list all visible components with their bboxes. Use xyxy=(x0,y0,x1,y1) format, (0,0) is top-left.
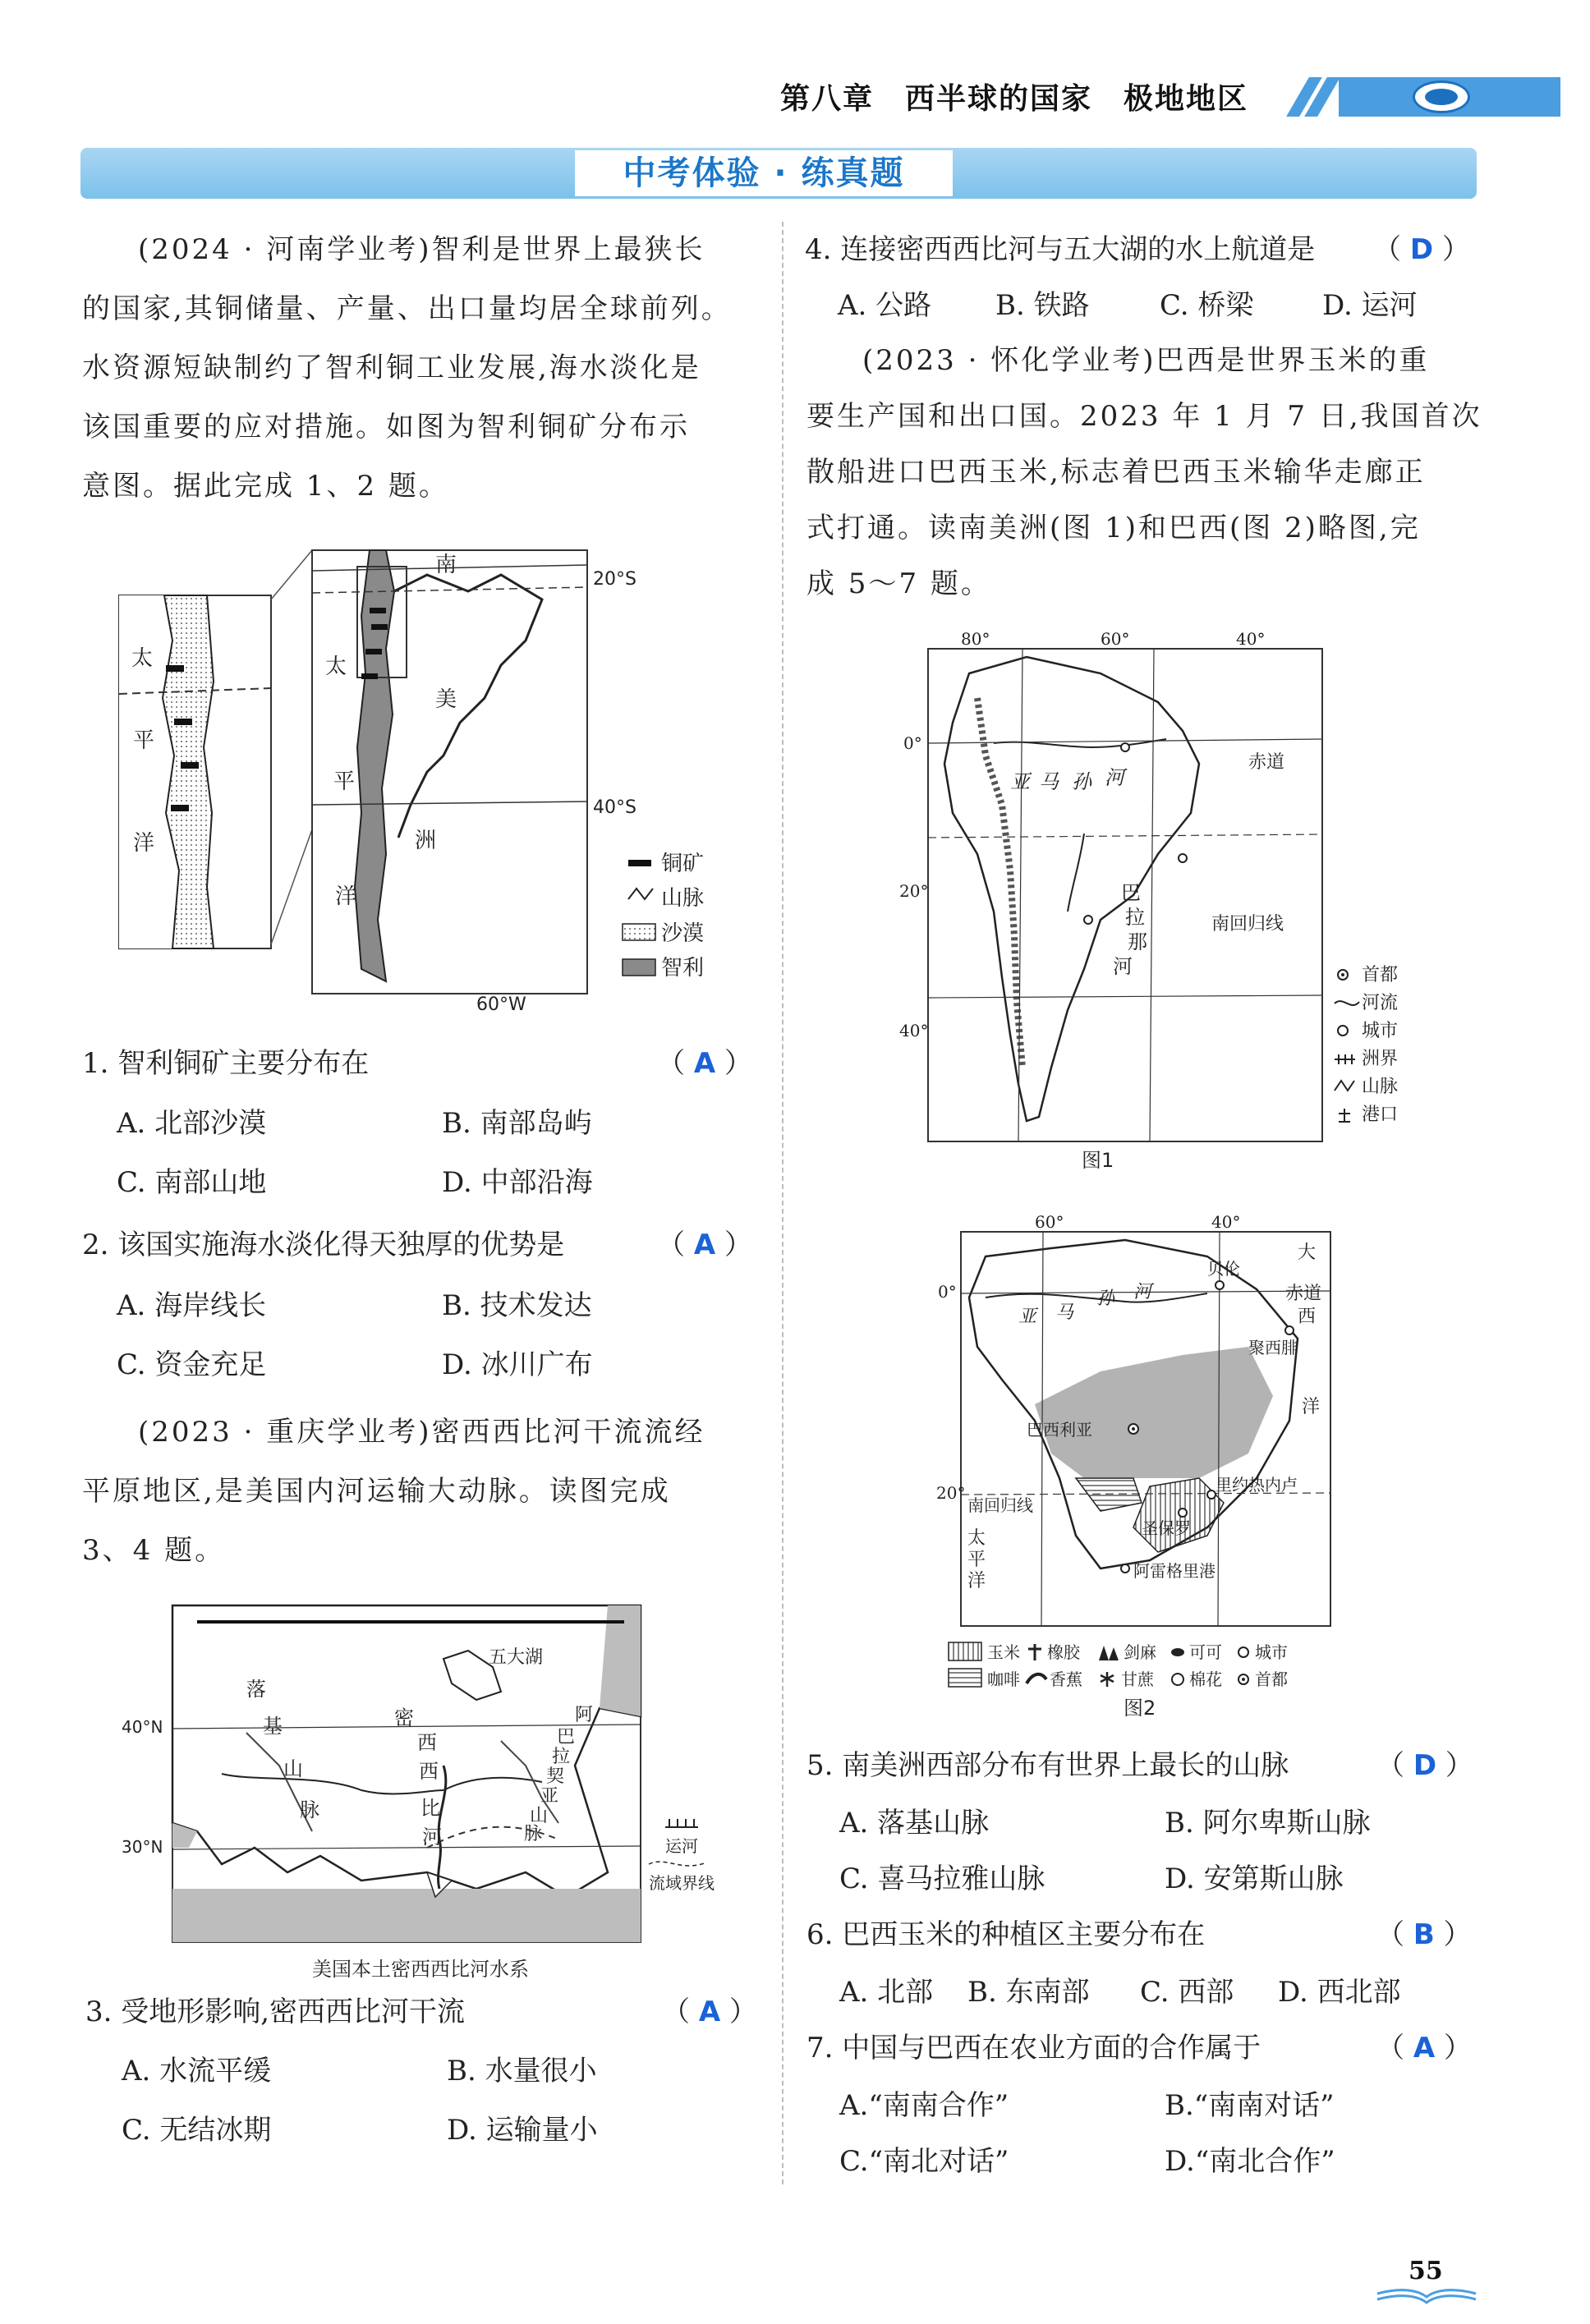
svg-text:孙: 孙 xyxy=(1096,1288,1115,1309)
br-tropic: 南回归线 xyxy=(967,1495,1033,1515)
q6-answer: B xyxy=(1413,1918,1435,1951)
q6-option: C. 西部 xyxy=(1140,1976,1234,2009)
br-city-saopaulo: 圣保罗 xyxy=(1142,1518,1191,1538)
legend-chile: 智利 xyxy=(661,956,705,981)
q6-option: A. 北部 xyxy=(839,1976,934,2009)
chapter-title: 第八章 西半球的国家 极地地区 xyxy=(780,82,1249,116)
br-lat-0: 0° xyxy=(938,1282,957,1302)
svg-text:亚: 亚 xyxy=(540,1786,559,1807)
legend-copper: 铜矿 xyxy=(661,852,705,876)
continent-boundary-icon xyxy=(1335,1054,1355,1064)
chile-label-yang: 洋 xyxy=(335,884,357,909)
legend-mountain: 山脉 xyxy=(661,886,705,911)
cotton-icon xyxy=(1172,1674,1183,1685)
svg-text:河: 河 xyxy=(1113,955,1133,978)
q5-answer-box: （ D ） xyxy=(1376,1749,1473,1782)
svg-text:阿: 阿 xyxy=(575,1705,594,1725)
br-city-rio: 里约热内卢 xyxy=(1215,1475,1298,1495)
q7-answer: A xyxy=(1413,2032,1436,2065)
chile-lon-60: 60°W xyxy=(476,994,526,1015)
q3-answer: A xyxy=(698,1996,721,2028)
sa-lat-20: 20° xyxy=(899,881,929,901)
us-map-caption: 美国本土密西西比河水系 xyxy=(312,1958,529,1981)
svg-text:亚: 亚 xyxy=(1018,1307,1037,1327)
br-label-da: 大 xyxy=(1298,1242,1317,1263)
br-map-caption: 图2 xyxy=(1124,1697,1156,1720)
q7-option: D.“南北合作” xyxy=(1165,2145,1335,2178)
q3-stem: 3. 受地形影响,密西西比河干流 xyxy=(85,1996,466,2028)
port-icon xyxy=(1339,1109,1350,1122)
sa-lat-0: 0° xyxy=(903,733,922,753)
q3-option: C. 无结冰期 xyxy=(122,2114,272,2147)
sa-legend-boundary: 洲界 xyxy=(1362,1049,1399,1069)
us-label-great-lakes: 五大湖 xyxy=(489,1647,544,1668)
q6-stem: 6. 巴西玉米的种植区主要分布在 xyxy=(806,1918,1206,1951)
q4-option: A. 公路 xyxy=(838,289,932,322)
sa-lat-40: 40° xyxy=(899,1021,929,1040)
sisal-icon xyxy=(1099,1646,1119,1660)
br-legend-coffee: 咖啡 xyxy=(987,1670,1020,1689)
br-legend-capital: 首都 xyxy=(1255,1670,1288,1689)
intro1-source: (2024 · 河南学业考) xyxy=(138,233,432,266)
us-lat-40: 40°N xyxy=(122,1717,163,1737)
sa-equator: 赤道 xyxy=(1248,752,1285,773)
legend-desert: 沙漠 xyxy=(661,921,705,946)
q2-option: B. 技术发达 xyxy=(442,1289,592,1322)
svg-text:河: 河 xyxy=(422,1826,442,1849)
chile-lat-20: 20°S xyxy=(593,569,636,590)
svg-text:脉: 脉 xyxy=(300,1798,319,1821)
q6-option: B. 东南部 xyxy=(967,1976,1090,2009)
br-label-xi: 西 xyxy=(1298,1307,1317,1327)
intro1-paragraph xyxy=(82,220,764,516)
intro3-paragraph xyxy=(806,333,1488,612)
br-city-belem: 贝伦 xyxy=(1207,1259,1240,1279)
q2-option: C. 资金充足 xyxy=(117,1348,267,1381)
q7-option: A.“南南合作” xyxy=(839,2089,1009,2122)
svg-text:密: 密 xyxy=(394,1706,414,1729)
q1-option: A. 北部沙漠 xyxy=(117,1107,267,1140)
intro3-line: 成 5～7 题。 xyxy=(806,567,991,600)
intro1-line: 的国家,其铜储量、产量、出口量均居全球前列。 xyxy=(82,292,732,325)
svg-text:河: 河 xyxy=(1133,1282,1152,1302)
q6-answer-box: （ B ） xyxy=(1376,1918,1472,1951)
intro3-line: 要生产国和出口国。2023 年 1 月 7 日,我国首次 xyxy=(806,400,1482,433)
q1-option: D. 中部沿海 xyxy=(442,1166,593,1199)
svg-text:拉: 拉 xyxy=(552,1747,571,1767)
br-equator: 赤道 xyxy=(1285,1284,1322,1304)
intro1-line: 意图。据此完成 1、2 题。 xyxy=(82,470,449,503)
sa-lon-60: 60° xyxy=(1101,629,1130,649)
intro3-line: 散船进口巴西玉米,标志着巴西玉米输华走廊正 xyxy=(806,456,1426,489)
chile-label-zhou: 洲 xyxy=(415,829,437,853)
chile-map xyxy=(115,542,772,1018)
chile-label-south: 南 xyxy=(435,553,457,577)
svg-text:太: 太 xyxy=(131,646,154,671)
sa-legend-city: 城市 xyxy=(1362,1021,1399,1041)
banana-icon xyxy=(1027,1674,1046,1683)
copper-icon xyxy=(628,860,651,866)
book-logo-inner xyxy=(1425,89,1458,105)
q4-option: D. 运河 xyxy=(1322,289,1418,322)
br-lon-60: 60° xyxy=(1035,1212,1064,1232)
intro1-line: 该国重要的应对措施。如图为智利铜矿分布示 xyxy=(82,411,690,443)
q4-answer: D xyxy=(1409,233,1434,266)
q4-stem: 4. 连接密西西比河与五大湖的水上航道是 xyxy=(805,233,1316,266)
svg-text:马: 马 xyxy=(1055,1302,1074,1323)
basin-boundary-icon xyxy=(649,1862,706,1866)
intro3-line: 巴西是世界玉米的重 xyxy=(1156,344,1430,377)
legend-boundary: 流域界线 xyxy=(649,1873,715,1893)
q2-answer-box: （ A ） xyxy=(657,1229,752,1261)
svg-text:河: 河 xyxy=(1105,766,1124,789)
q7-option: B.“南南对话” xyxy=(1165,2089,1335,2122)
br-lat-20: 20° xyxy=(936,1483,966,1503)
svg-text:山: 山 xyxy=(283,1757,303,1780)
svg-text:西: 西 xyxy=(419,1760,439,1783)
chile-area-icon xyxy=(623,959,655,976)
sa-tropic: 南回归线 xyxy=(1211,914,1284,935)
br-legend-banana: 香蕉 xyxy=(1050,1670,1082,1689)
mountain-icon xyxy=(628,889,653,899)
br-city-salvador: 聚西腓 xyxy=(1248,1338,1298,1357)
intro3-line: 式打通。读南美洲(图 1)和巴西(图 2)略图,完 xyxy=(806,512,1421,544)
q2-option: D. 冰川广布 xyxy=(442,1348,593,1381)
chile-lat-40: 40°S xyxy=(593,797,636,818)
svg-text:平: 平 xyxy=(133,728,155,753)
q4-answer-box: （ D ） xyxy=(1373,233,1470,266)
q2-stem: 2. 该国实施海水淡化得天独厚的优势是 xyxy=(82,1229,565,1261)
sa-lon-80: 80° xyxy=(961,629,990,649)
us-lat-30: 30°N xyxy=(122,1837,163,1857)
coffee-icon xyxy=(949,1669,981,1687)
q3-option: D. 运输量小 xyxy=(447,2114,598,2147)
q5-option: B. 阿尔卑斯山脉 xyxy=(1165,1807,1371,1839)
q1-answer: A xyxy=(693,1047,716,1080)
br-legend-cocoa: 可可 xyxy=(1189,1642,1222,1662)
br-city-brasilia: 巴西利亚 xyxy=(1027,1420,1092,1440)
br-legend-city: 城市 xyxy=(1255,1642,1288,1662)
chile-label-tai: 太 xyxy=(325,654,347,679)
q3-answer-box: （ A ） xyxy=(662,1996,757,2028)
sa-legend-port: 港口 xyxy=(1362,1105,1399,1125)
svg-text:脉: 脉 xyxy=(524,1824,543,1844)
br-legend-sisal: 剑麻 xyxy=(1124,1642,1156,1662)
city-icon xyxy=(1238,1647,1248,1657)
chile-label-mei: 美 xyxy=(435,687,457,712)
q3-option: A. 水流平缓 xyxy=(122,2055,272,2087)
chile-label-ping: 平 xyxy=(333,769,356,794)
svg-text:比: 比 xyxy=(420,1797,440,1820)
intro2-line: 平原地区,是美国内河运输大动脉。读图完成 xyxy=(82,1475,671,1508)
us-mississippi-map xyxy=(115,1601,756,1946)
svg-text:洋: 洋 xyxy=(967,1571,986,1591)
rubber-icon xyxy=(1028,1644,1041,1660)
q6-option: D. 西北部 xyxy=(1278,1976,1401,2009)
sugarcane-icon xyxy=(1101,1672,1114,1687)
q1-answer-box: （ A ） xyxy=(657,1047,752,1080)
q2-answer: A xyxy=(693,1229,716,1261)
svg-text:马: 马 xyxy=(1039,770,1059,793)
svg-text:山: 山 xyxy=(530,1806,549,1826)
br-legend-corn: 玉米 xyxy=(987,1642,1020,1662)
svg-text:亚: 亚 xyxy=(1010,770,1030,793)
q5-option: D. 安第斯山脉 xyxy=(1165,1862,1344,1895)
svg-text:巴: 巴 xyxy=(1121,881,1141,904)
sa-legend-mountain: 山脉 xyxy=(1362,1077,1399,1097)
intro2-line: 密西西比河干流流经 xyxy=(431,1416,705,1449)
page-number: 55 xyxy=(1408,2257,1443,2285)
svg-text:契: 契 xyxy=(546,1766,565,1787)
corn-icon xyxy=(949,1642,981,1660)
br-pacific-label xyxy=(967,1528,986,1591)
mountain-icon xyxy=(1335,1081,1354,1091)
q4-option: C. 桥梁 xyxy=(1160,289,1254,322)
q1-option: C. 南部山地 xyxy=(117,1166,267,1199)
q4-option: B. 铁路 xyxy=(995,289,1090,322)
section-title: 中考体验 · 练真题 xyxy=(575,150,953,196)
south-america-map xyxy=(895,624,1487,1166)
q5-stem: 5. 南美洲西部分布有世界上最长的山脉 xyxy=(806,1749,1289,1782)
svg-text:洋: 洋 xyxy=(133,831,155,856)
svg-text:巴: 巴 xyxy=(557,1727,576,1748)
sa-legend-capital: 首都 xyxy=(1362,965,1399,985)
canal-icon xyxy=(665,1819,698,1827)
sa-legend-river: 河流 xyxy=(1362,993,1399,1013)
q5-option: C. 喜马拉雅山脉 xyxy=(839,1862,1045,1895)
br-legend-rubber: 橡胶 xyxy=(1047,1642,1080,1662)
br-legend-cotton: 棉花 xyxy=(1189,1670,1222,1689)
svg-text:拉: 拉 xyxy=(1125,906,1145,929)
svg-text:平: 平 xyxy=(967,1550,986,1570)
intro2-line: 3、4 题。 xyxy=(82,1534,226,1567)
q5-answer: D xyxy=(1413,1749,1437,1782)
q1-option: B. 南部岛屿 xyxy=(442,1107,592,1140)
sa-map-caption: 图1 xyxy=(1082,1149,1114,1172)
q7-answer-box: （ A ） xyxy=(1376,2032,1472,2065)
svg-text:孙: 孙 xyxy=(1072,770,1091,793)
intro3-source: (2023 · 怀化学业考) xyxy=(862,344,1156,377)
cocoa-icon xyxy=(1171,1648,1184,1656)
br-lon-40: 40° xyxy=(1211,1212,1241,1232)
intro1-line: 智利是世界上最狭长 xyxy=(431,233,705,266)
svg-text:那: 那 xyxy=(1128,930,1147,953)
open-book-icon xyxy=(1373,2287,1480,2307)
desert-icon xyxy=(623,924,655,940)
river-icon xyxy=(1335,1001,1359,1005)
city-icon xyxy=(1338,1026,1348,1036)
svg-text:基: 基 xyxy=(263,1715,283,1738)
br-label-yang: 洋 xyxy=(1302,1397,1321,1417)
column-divider xyxy=(782,222,784,2184)
intro1-line: 水资源短缺制约了智利铜工业发展,海水淡化是 xyxy=(82,351,701,384)
q7-option: C.“南北对话” xyxy=(839,2145,1009,2178)
q7-stem: 7. 中国与巴西在农业方面的合作属于 xyxy=(806,2032,1261,2065)
brazil-map xyxy=(936,1207,1396,1700)
q5-option: A. 落基山脉 xyxy=(839,1807,990,1839)
q2-option: A. 海岸线长 xyxy=(117,1289,267,1322)
svg-text:落: 落 xyxy=(246,1678,266,1701)
svg-text:西: 西 xyxy=(417,1731,437,1754)
q3-option: B. 水量很小 xyxy=(447,2055,597,2087)
q1-stem: 1. 智利铜矿主要分布在 xyxy=(82,1047,370,1080)
intro2-paragraph xyxy=(82,1403,764,1580)
sa-lon-40: 40° xyxy=(1236,629,1266,649)
svg-text:太: 太 xyxy=(967,1528,986,1549)
intro2-source: (2023 · 重庆学业考) xyxy=(138,1416,432,1449)
br-city-riogrande: 阿雷格里港 xyxy=(1133,1561,1215,1581)
legend-canal: 运河 xyxy=(665,1836,698,1856)
br-legend-sugarcane: 甘蔗 xyxy=(1121,1670,1154,1689)
